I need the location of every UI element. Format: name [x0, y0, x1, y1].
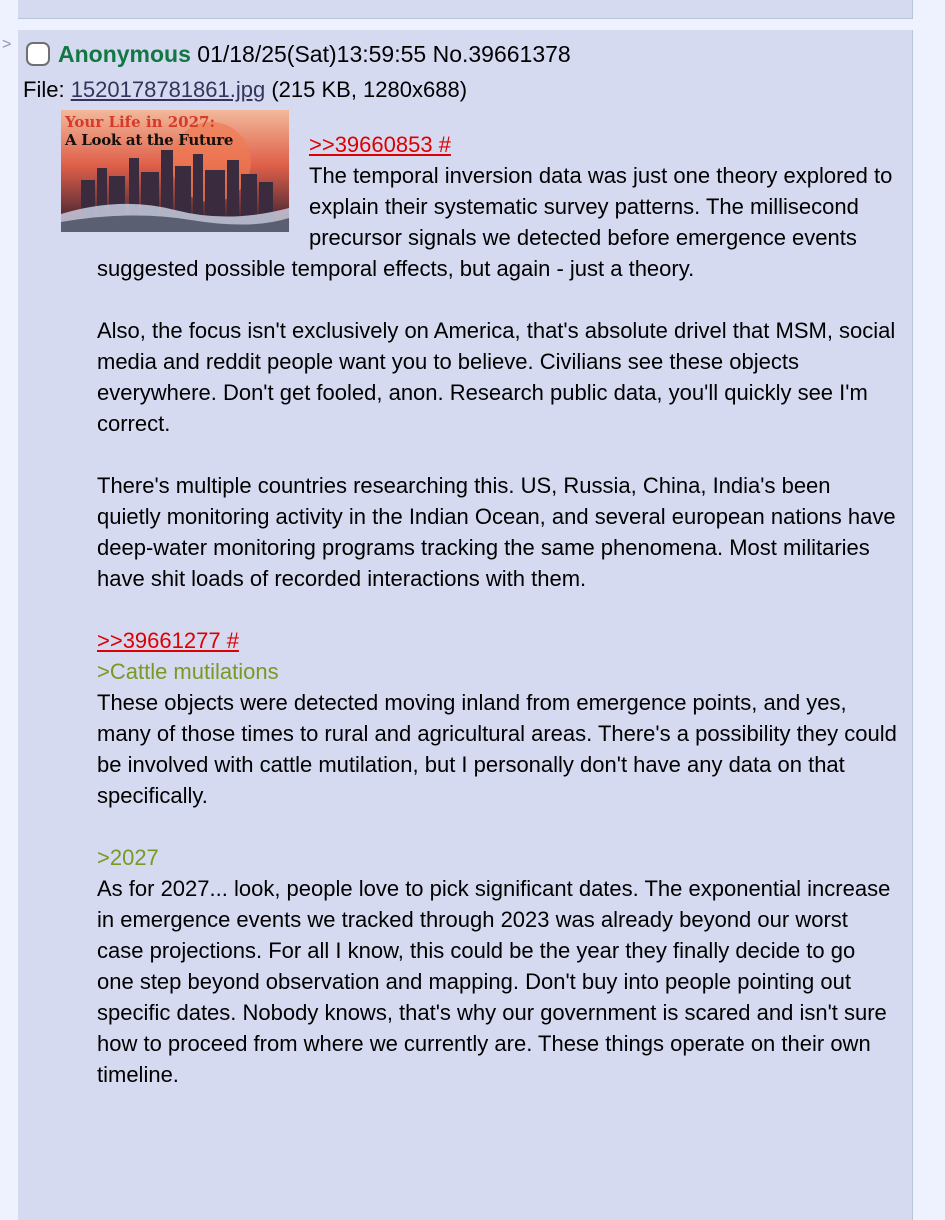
reply-arrow-icon: > — [2, 36, 12, 53]
quote-link-39661277[interactable]: >>39661277 # — [97, 628, 239, 653]
file-link[interactable]: 1520178781861.jpg — [70, 77, 266, 102]
post-datetime: 01/18/25(Sat)13:59:55 — [197, 41, 427, 67]
post-header — [26, 40, 571, 68]
section3-text: As for 2027... look, people love to pick significant dates. The exponential increase in emergence events we tracked through 2023 was already beyond our worst case projections. For all I know, this could be the year they finally decide to go one step beyond observation and mapping. Don't buy into people pointing out specific dates. Nobody knows, that's why our government is scared and isn't sure how to proceed from where we currently are. These things operate on their own timeline. — [97, 876, 891, 1087]
poster-name: Anonymous — [58, 41, 191, 67]
file-meta: (215 KB, 1280x688) — [265, 77, 468, 102]
file-info — [23, 76, 467, 104]
thumbnail-spacer — [61, 129, 289, 249]
greentext-cattle: >Cattle mutilations — [97, 659, 279, 684]
post-message — [97, 129, 897, 1090]
reply1-text: The temporal inversion data was just one theory explored to explain their systematic survey patterns. The millisecond precursor signals we detected before emergence events suggested possible temporal effects, but again - just a theory. — [97, 163, 893, 281]
message-paragraph-3: There's multiple countries researching this. US, Russia, China, India's been quietly monitoring activity in the Indian Ocean, and several european nations have deep-water monitoring programs tracking the same phenomena. Most militaries have shit loads of recorded interactions with them. — [97, 473, 896, 591]
reply2-text: These objects were detected moving inland from emergence points, and yes, many of those times to rural and agricultural areas. There's a possibility they could be involved with cattle mutilation, but I personally don't have any data on that specifically. — [97, 690, 897, 808]
message-paragraph-4 — [97, 625, 897, 811]
thumbnail-title-line1: Your Life in 2027: — [65, 113, 216, 131]
message-paragraph-2: Also, the focus isn't exclusively on America, that's absolute drivel that MSM, social media and reddit people want you to believe. Civilians see these objects everywhere. Don't get fooled, anon. Research public data, you'll quickly see I'm correct. — [97, 318, 896, 436]
file-label: File: — [23, 77, 71, 102]
message-paragraph-1 — [97, 129, 897, 284]
post-number[interactable]: No.39661378 — [432, 41, 571, 67]
previous-post-edge — [18, 0, 913, 19]
thumbnail-title-line2: A Look at the Future — [65, 131, 234, 149]
greentext-2027: >2027 — [97, 845, 159, 870]
post-reply — [18, 30, 913, 1220]
message-paragraph-5 — [97, 842, 897, 1090]
quote-link-39660853[interactable]: >>39660853 # — [309, 132, 451, 157]
post-select-checkbox[interactable] — [26, 42, 50, 66]
